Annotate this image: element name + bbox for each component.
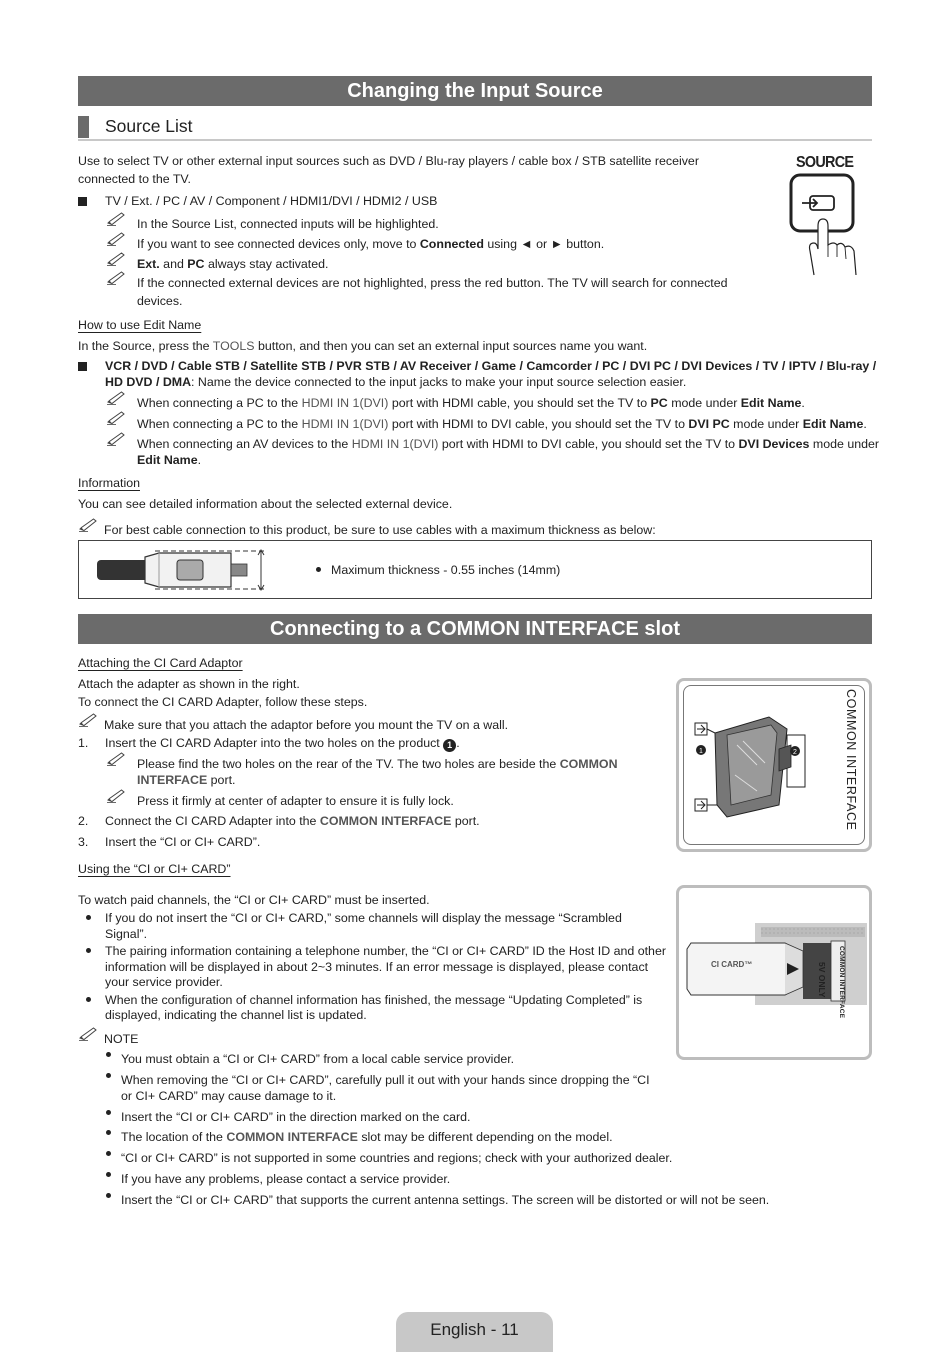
ci-bullet-1b: Signal”. bbox=[105, 927, 148, 941]
memo-icon bbox=[106, 432, 126, 446]
edit-name-note-1: When connecting a PC to the HDMI IN 1(DVI) port with HDMI cable, you should set the TV to PC mode under Edit Name. bbox=[137, 396, 805, 410]
ci-note-2a: When removing the “CI or CI+ CARD”, carefully pull it out with your hands since dropping the “CI bbox=[121, 1073, 650, 1087]
max-thickness-text: Maximum thickness - 0.55 inches (14mm) bbox=[331, 563, 561, 577]
source-list-intro-1: Use to select TV or other external input sources such as DVD / Blu-ray players / cable box / STB satellite receiver bbox=[78, 154, 699, 168]
information-title: Information bbox=[78, 476, 140, 490]
bullet-dot bbox=[106, 1193, 111, 1198]
memo-icon bbox=[78, 1027, 98, 1041]
ci-note-1: You must obtain a “CI or CI+ CARD” from a local cable service provider. bbox=[121, 1052, 515, 1066]
ci-bullet-3a: When the configuration of channel information has finished, the message “Updating Completed” is bbox=[105, 993, 643, 1007]
ci-adaptor-figure bbox=[676, 678, 872, 852]
ci-bullet-3b: displayed, indicating the channel list is updated. bbox=[105, 1008, 367, 1022]
edit-name-devices-2: HD DVD / DMA: Name the device connected to the input jacks to make your input source selection easier. bbox=[105, 375, 687, 389]
step-1-note-1-cont: INTERFACE port. bbox=[137, 773, 236, 787]
step-2: Connect the CI CARD Adapter into the COMMON INTERFACE port. bbox=[105, 814, 480, 828]
step-2-number: 2. bbox=[78, 814, 89, 828]
source-note-4a: If the connected external devices are not highlighted, press the red button. The TV will search for connected bbox=[137, 276, 728, 290]
memo-icon bbox=[106, 391, 126, 405]
cable-note: For best cable connection to this product, be sure to use cables with a maximum thickness as below: bbox=[104, 523, 656, 537]
figure-badge-1: 1 bbox=[699, 748, 703, 755]
edit-name-title: How to use Edit Name bbox=[78, 318, 202, 332]
bullet-dot bbox=[106, 1073, 111, 1078]
slot-label: COMMON INTERFACE bbox=[838, 946, 845, 1019]
step-3-number: 3. bbox=[78, 835, 89, 849]
square-bullet bbox=[78, 197, 87, 206]
section-title-input-source: Changing the Input Source bbox=[78, 76, 872, 106]
figure-badge-2: 2 bbox=[793, 749, 797, 756]
source-list-intro-2: connected to the TV. bbox=[78, 172, 191, 186]
number-badge-1: 1 bbox=[443, 739, 456, 752]
step-1: Insert the CI CARD Adapter into the two holes on the product 1 . bbox=[105, 736, 460, 750]
source-button-label: SOURCE bbox=[796, 154, 854, 171]
edit-name-intro: In the Source, press the TOOLS button, and then you can set an external input sources name you want. bbox=[78, 339, 648, 353]
memo-icon bbox=[106, 252, 126, 266]
edit-name-note-2: When connecting a PC to the HDMI IN 1(DVI) port with HDMI to DVI cable, you should set the TV to DVI PC mode under Edit Name. bbox=[137, 417, 867, 431]
bullet-dot bbox=[106, 1110, 111, 1115]
common-interface-vertical-label: COMMON INTERFACE bbox=[844, 689, 858, 831]
ci-card-intro: To watch paid channels, the “CI or CI+ CARD” must be inserted. bbox=[78, 893, 430, 907]
edit-name-note-3: When connecting an AV devices to the HDMI IN 1(DVI) port with HDMI to DVI cable, you should set the TV to DVI Devices mode under bbox=[137, 437, 880, 451]
subsection-source-list bbox=[78, 113, 872, 141]
hdmi-cable-icon bbox=[95, 548, 275, 592]
step-1-note-2: Press it firmly at center of adapter to ensure it is fully lock. bbox=[137, 794, 454, 808]
ci-adaptor-title: Attaching the CI Card Adaptor bbox=[78, 656, 243, 670]
square-bullet bbox=[78, 362, 87, 371]
information-text: You can see detailed information about the selected external device. bbox=[78, 497, 453, 511]
ci-adaptor-line-2: To connect the CI CARD Adapter, follow these steps. bbox=[78, 695, 368, 709]
source-list-sources: TV / Ext. / PC / AV / Component / HDMI1/DVI / HDMI2 / USB bbox=[105, 194, 438, 208]
memo-icon bbox=[106, 411, 126, 425]
memo-icon bbox=[106, 232, 126, 246]
memo-icon bbox=[78, 518, 98, 532]
source-note-4b: devices. bbox=[137, 294, 183, 308]
five-volt-label: 5V ONLY bbox=[817, 962, 827, 998]
ci-bullet-2c: your service provider. bbox=[105, 975, 223, 989]
ci-note-5: “CI or CI+ CARD” is not supported in some countries and regions; check with your authorized dealer. bbox=[121, 1151, 673, 1165]
ci-card-figure bbox=[676, 885, 872, 1060]
ci-note-7: Insert the “CI or CI+ CARD” that supports the current antenna settings. The screen will be distorted or will not be seen. bbox=[121, 1193, 770, 1207]
hand-pressing-button-icon bbox=[784, 171, 864, 276]
bullet-dot bbox=[86, 915, 91, 920]
edit-name-devices-1: VCR / DVD / Cable STB / Satellite STB / PVR STB / AV Receiver / Game / Camcorder / PC / DVI PC / DVI Devices / TV / IPTV / Blu-ray / bbox=[105, 359, 877, 373]
ci-note-3: Insert the “CI or CI+ CARD” in the direction marked on the card. bbox=[121, 1110, 471, 1124]
ci-note-6: If you have any problems, please contact a service provider. bbox=[121, 1172, 451, 1186]
ci-note-2b: or CI+ CARD” may cause damage to it. bbox=[121, 1089, 337, 1103]
memo-icon bbox=[106, 271, 126, 285]
bullet-dot bbox=[106, 1172, 111, 1177]
ci-card-title: Using the “CI or CI+ CARD” bbox=[78, 862, 231, 876]
source-note-3: Ext. and PC always stay activated. bbox=[137, 257, 329, 271]
bullet-dot bbox=[106, 1151, 111, 1156]
step-1-note-1: Please find the two holes on the rear of the TV. The two holes are beside the COMMON bbox=[137, 757, 618, 771]
bullet-dot bbox=[106, 1130, 111, 1135]
bullet-dot bbox=[106, 1052, 111, 1057]
step-3: Insert the “CI or CI+ CARD”. bbox=[105, 835, 261, 849]
ci-adapter-illustration bbox=[687, 705, 827, 825]
bullet-dot bbox=[86, 948, 91, 953]
note-label: NOTE bbox=[104, 1032, 139, 1046]
cable-thickness-box bbox=[78, 540, 872, 599]
ci-bullet-2a: The pairing information containing a telephone number, the “CI or CI+ CARD” ID the Host ID and other bbox=[105, 944, 666, 958]
memo-icon bbox=[106, 212, 126, 226]
source-note-1: In the Source List, connected inputs will be highlighted. bbox=[137, 217, 439, 231]
ci-adaptor-line-1: Attach the adapter as shown in the right. bbox=[78, 677, 300, 691]
ci-adaptor-note: Make sure that you attach the adaptor before you mount the TV on a wall. bbox=[104, 718, 509, 732]
subsection-marker bbox=[78, 116, 89, 138]
page-number-tab: English - 11 bbox=[396, 1312, 553, 1352]
subsection-title: Source List bbox=[105, 116, 193, 136]
ci-note-4: The location of the COMMON INTERFACE slot may be different depending on the model. bbox=[121, 1130, 613, 1144]
source-button-illustration bbox=[784, 151, 864, 276]
memo-icon bbox=[106, 752, 126, 766]
bullet-dot bbox=[316, 567, 321, 572]
memo-icon bbox=[78, 713, 98, 727]
ci-bullet-1a: If you do not insert the “CI or CI+ CARD,” some channels will display the message “Scrambled bbox=[105, 911, 622, 925]
memo-icon bbox=[106, 789, 126, 803]
ci-card-label: CI CARD™ bbox=[711, 960, 753, 969]
source-note-2: If you want to see connected devices only, move to Connected using ◄ or ► button. bbox=[137, 237, 605, 251]
edit-name-note-3-cont: Edit Name. bbox=[137, 453, 202, 467]
step-1-number: 1. bbox=[78, 736, 89, 750]
bullet-dot bbox=[86, 997, 91, 1002]
ci-bullet-2b: information will be displayed in about 2~3 minutes. If an error message is displayed, please contact bbox=[105, 960, 649, 974]
section-title-common-interface: Connecting to a COMMON INTERFACE slot bbox=[78, 614, 872, 644]
